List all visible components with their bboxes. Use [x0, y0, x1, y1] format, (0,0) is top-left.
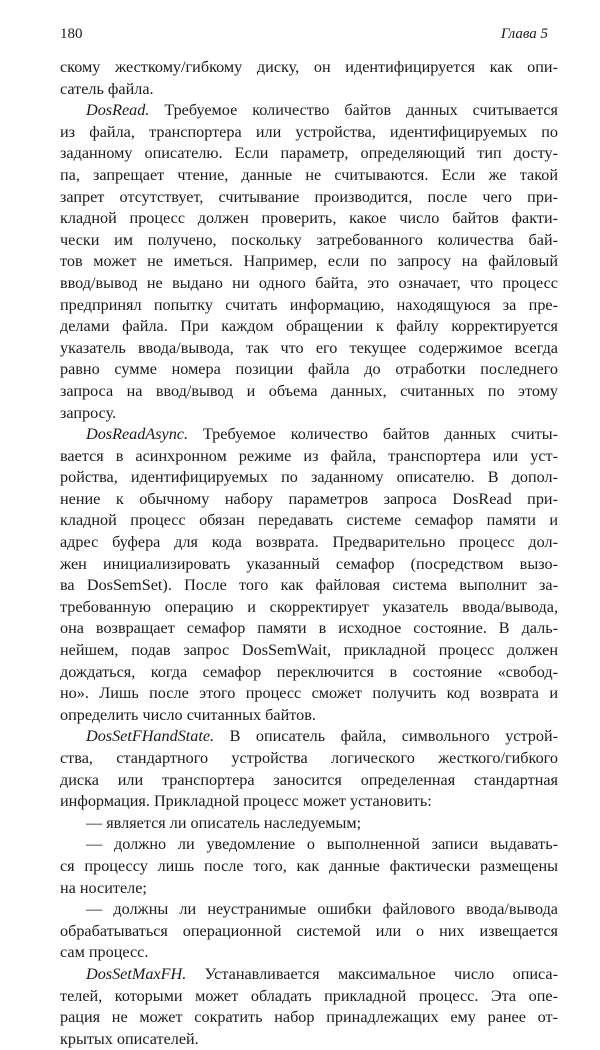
line-text: сам процесс. [60, 943, 149, 962]
text-line [60, 791, 558, 813]
text-line [60, 942, 558, 964]
function-term: DosRead. [86, 101, 150, 120]
line-text: запросу. [60, 403, 117, 422]
text-line [60, 726, 558, 748]
line-text: нение к обычному набору параметров запроса DosRead при- [60, 489, 558, 508]
text-line [60, 446, 558, 468]
text-line [60, 921, 558, 943]
line-text: но». Лишь после этого процесс сможет получить код возврата и [60, 684, 558, 703]
text-line [60, 683, 558, 705]
line-text: адрес буфера для кода возврата. Предварительно процесс дол- [60, 533, 558, 552]
text-line [60, 122, 558, 144]
text-line [60, 575, 558, 597]
line-text: делами файла. При каждом обращении к файлу корректируется [60, 317, 558, 336]
function-term: DosReadAsync. [86, 425, 189, 444]
line-text: — должны ли неустранимые ошибки файлового ввода/вывода [86, 900, 558, 919]
line-text: па, запрещает чтение, данные не считываются. Если же такой [60, 165, 558, 184]
text-line [60, 705, 558, 727]
line-text: она возвращает семафор памяти в исходное состояние. В даль- [60, 619, 558, 638]
text-line [60, 100, 558, 122]
line-text: жен инициализировать указанный семафор (посредством вызо- [60, 554, 558, 573]
line-text: информация. Прикладной процесс может установить: [60, 792, 432, 811]
text-line [60, 1029, 558, 1050]
text-line [60, 618, 558, 640]
text-line [60, 899, 558, 921]
line-text: ся процессу лишь после того, как данные фактически размещены [60, 856, 558, 875]
line-text: кладной процесс обязан передавать системе семафор памяти и [60, 511, 558, 530]
text-line [60, 143, 558, 165]
text-line [60, 510, 558, 532]
text-line [60, 770, 558, 792]
text-line [60, 554, 558, 576]
line-text: ства, стандартного устройства логического жесткого/гибкого [60, 749, 558, 767]
text-line [60, 1007, 558, 1029]
text-line [60, 813, 558, 835]
text-line [60, 79, 558, 101]
line-text: — должно ли уведомление о выполненной записи выдавать- [86, 835, 558, 854]
line-text: требованную операцию и скорректирует указатель ввода/вывода, [60, 597, 558, 616]
line-text: запроса на ввод/вывод и объема данных, считанных по этому [60, 381, 558, 400]
line-text: равно сумме номера позиции файла до отработки последнего [60, 360, 558, 379]
line-text: нейшем, подав запрос DosSemWait, прикладной процесс должен [60, 641, 558, 660]
line-text: диска или транспортера заносится определенная стандартная [60, 770, 558, 789]
text-line [60, 230, 558, 252]
text-line [60, 640, 558, 662]
text-line [60, 532, 558, 554]
text-line [60, 424, 558, 446]
line-text: чески им получено, поскольку затребованного количества бай- [60, 230, 558, 249]
line-text: В описатель файла, символьного устрой- [214, 727, 558, 746]
line-text: из файла, транспортера или устройства, идентифицируемых по [60, 122, 558, 141]
text-line [60, 834, 558, 856]
line-text: запрет отсутствует, считывание производится, после чего при- [60, 187, 558, 206]
text-line [60, 467, 558, 489]
text-line [60, 338, 558, 360]
text-line [60, 597, 558, 619]
line-text: предпринял попытку считать информацию, находящуюся за пре- [60, 295, 558, 314]
line-text: ва DosSemSet). После того как файловая система выполнит за- [60, 576, 558, 595]
line-text: кладной процесс должен проверить, какое число байтов факти- [60, 209, 558, 228]
text-line [60, 165, 558, 187]
line-text: — является ли описатель наследуемым; [86, 813, 362, 832]
line-text: Устанавливается максимальное число описа- [186, 964, 558, 983]
line-text: обрабатываться операционной системой или о них извещается [60, 921, 558, 940]
text-line [60, 878, 558, 900]
page-number: 180 [60, 26, 83, 42]
line-text: Требуемое количество байтов данных считывается [149, 101, 558, 120]
text-line [60, 208, 558, 230]
line-text: заданному описателю. Если параметр, определяющий тип досту- [60, 144, 558, 163]
line-text: ввод/вывод не выдано ни одного байта, это означает, что процесс [60, 273, 558, 292]
line-text: дождаться, когда семафор переключится в состояние «свобод- [60, 662, 558, 681]
text-line [60, 359, 558, 381]
text-line [60, 295, 558, 317]
line-text: тов может не иметься. Например, если по запросу на файловый [60, 252, 558, 271]
line-text: Требуемое количество байтов данных считы- [188, 425, 558, 444]
text-line [60, 273, 558, 295]
body-text [60, 57, 558, 1050]
function-term: DosSetFHandState. [86, 727, 215, 746]
line-text: крытых описателей. [60, 1029, 199, 1048]
line-text: скому жесткому/гибкому диску, он идентифицируется как опи- [60, 58, 558, 76]
text-line [60, 489, 558, 511]
text-line [60, 381, 558, 403]
text-line [60, 187, 558, 209]
line-text: на носителе; [60, 878, 147, 897]
chapter-title: Глава 5 [500, 26, 548, 42]
line-text: телей, которыми может обладать прикладной процесс. Эта опе- [60, 986, 558, 1005]
line-text: ройства, идентифицируемых по заданному описателю. В допол- [60, 468, 558, 487]
text-line [60, 403, 558, 425]
line-text: вается в асинхронном режиме из файла, транспортера или уст- [60, 446, 558, 465]
text-line [60, 57, 558, 79]
text-line [60, 662, 558, 684]
text-line [60, 856, 558, 878]
text-line [60, 986, 558, 1008]
text-line [60, 748, 558, 770]
running-header [60, 26, 548, 46]
line-text: определить число считанных байтов. [60, 705, 316, 724]
function-term: DosSetMaxFH. [86, 964, 187, 983]
line-text: сатель файла. [60, 79, 154, 98]
line-text: рация не может сократить набор принадлежащих ему ранее от- [60, 1008, 558, 1027]
text-line [60, 251, 558, 273]
text-line [60, 964, 558, 986]
text-line [60, 316, 558, 338]
line-text: указатель ввода/вывода, так что его текущее содержимое всегда [60, 338, 558, 357]
